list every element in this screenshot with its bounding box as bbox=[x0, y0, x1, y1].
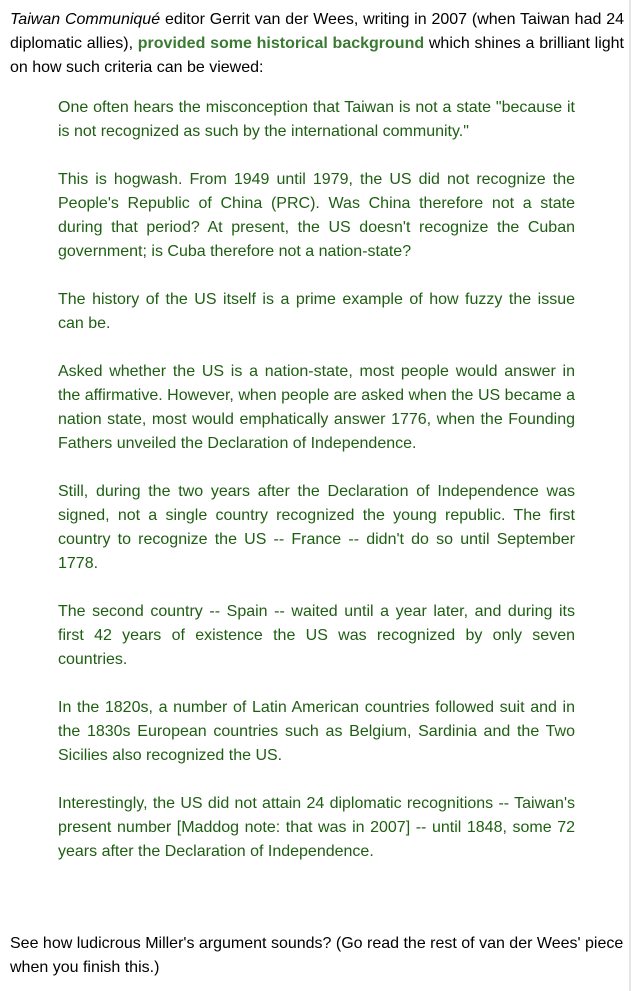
intro-paragraph bbox=[10, 8, 624, 80]
historical-background-link[interactable]: provided some historical background bbox=[137, 35, 425, 52]
closing-paragraph: See how ludicrous Miller's argument sounds? (Go read the rest of van der Wees' piece when you finish this.) bbox=[10, 935, 624, 976]
quoted-excerpt bbox=[58, 96, 575, 864]
quote-paragraph-6: The second country -- Spain -- waited until a year later, and during its first 42 years of existence the US was recognized by only seven countries. bbox=[58, 603, 575, 668]
quote-paragraph-5: Still, during the two years after the Declaration of Independence was signed, not a single country recognized the young republic. The first country to recognize the US -- France -- didn't do so until September 1778. bbox=[58, 483, 575, 572]
quote-paragraph-3: The history of the US itself is a prime example of how fuzzy the issue can be. bbox=[58, 291, 575, 332]
intro-text-1: editor Gerrit van der Wees, writing in 2007 (when Taiwan had 24 diplomatic allies), bbox=[10, 11, 624, 52]
quote-paragraph-1: One often hears the misconception that Taiwan is not a state "because it is not recognized as such by the international community." bbox=[58, 99, 575, 140]
quote-paragraph-7: In the 1820s, a number of Latin American countries followed suit and in the 1830s European countries such as Belgium, Sardinia and the Two Sicilies also recognized the US. bbox=[58, 699, 575, 764]
quote-paragraph-2: This is hogwash. From 1949 until 1979, the US did not recognize the People's Republic of China (PRC). Was China therefore not a state during that period? At present, the US doesn't recognize the Cuban government; is Cuba therefore not a nation-state? bbox=[58, 171, 575, 260]
quote-paragraph-8: Interestingly, the US did not attain 24 diplomatic recognitions -- Taiwan's present number [Maddog note: that was in 2007] -- until 1848, some 72 years after the Declaration of Independence. bbox=[58, 795, 575, 860]
publication-name: Taiwan Communiqué bbox=[10, 11, 161, 28]
quote-paragraph-4: Asked whether the US is a nation-state, most people would answer in the affirmative. However, when people are asked when the US became a nation state, most would emphatically answer 1776, when the Founding Fathers unveiled the Declaration of Independence. bbox=[58, 363, 575, 452]
article-body bbox=[10, 8, 624, 80]
intro-text-2: which shines a brilliant light on how such criteria can be viewed: bbox=[10, 35, 624, 76]
